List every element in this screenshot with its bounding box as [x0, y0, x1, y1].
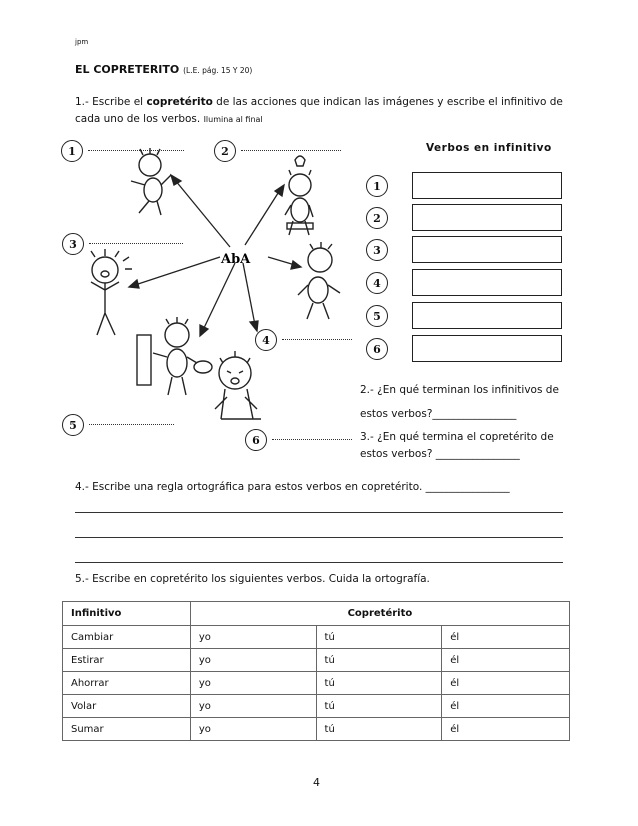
verb-answer-box-1[interactable]	[412, 172, 562, 199]
table-row	[63, 695, 570, 718]
exercise3-line2[interactable]: estos verbos? ________________	[360, 448, 520, 460]
arrow-to-5	[203, 263, 235, 330]
answer-line-2[interactable]	[241, 150, 341, 151]
kid-thinking-figure	[285, 156, 313, 235]
exercise2-line1: 2.- ¿En qué terminan los infinitivos de	[360, 384, 559, 396]
exercise3	[360, 429, 575, 463]
author-initials: jpm	[75, 38, 89, 46]
yo-cell[interactable]: yo	[190, 672, 316, 695]
exercise4-answer-line-2[interactable]	[75, 537, 563, 538]
image-number-6: 6	[245, 429, 267, 451]
verb-answer-box-5[interactable]	[412, 302, 562, 329]
verb-answer-box-4[interactable]	[412, 269, 562, 296]
infinitive-cell: Cambiar	[63, 626, 191, 649]
palette	[194, 361, 212, 373]
image-number-5: 5	[62, 414, 84, 436]
tu-cell[interactable]: tú	[316, 718, 442, 741]
verb-number-4: 4	[366, 272, 388, 294]
image-number-4: 4	[255, 329, 277, 351]
verb-answer-box-3[interactable]	[412, 236, 562, 263]
answer-line-4[interactable]	[282, 339, 352, 340]
exercise1-instructions	[75, 94, 575, 128]
title-main: EL COPRETERITO	[75, 63, 180, 76]
table-row	[63, 718, 570, 741]
verb-number-1: 1	[366, 175, 388, 197]
tu-cell[interactable]: tú	[316, 672, 442, 695]
arrowhead-5	[200, 325, 208, 336]
answer-line-5[interactable]	[89, 424, 174, 425]
actions-illustration	[55, 135, 360, 455]
exercise1-note: Ilumina al final	[203, 115, 263, 124]
tu-cell[interactable]: tú	[316, 626, 442, 649]
table-row	[63, 672, 570, 695]
el-cell[interactable]: él	[442, 649, 570, 672]
header-copreterite: Copretérito	[190, 602, 569, 626]
arrowhead-2	[275, 185, 284, 196]
exercise1-line2: cada uno de los verbos.	[75, 113, 201, 125]
arrow-to-6	[243, 263, 255, 325]
exercise2	[360, 378, 575, 426]
answer-line-1[interactable]	[88, 150, 184, 151]
image-number-1: 1	[61, 140, 83, 162]
verbs-heading: Verbos en infinitivo	[426, 142, 552, 154]
exercise1-prefix: 1.- Escribe el	[75, 96, 147, 108]
kid-jumping-figure	[131, 148, 171, 215]
exercise5-text: 5.- Escribe en copretérito los siguientes verbos. Cuida la ortografía.	[75, 573, 430, 585]
verb-number-6: 6	[366, 338, 388, 360]
kid-crying-figure	[215, 351, 261, 419]
yo-cell[interactable]: yo	[190, 718, 316, 741]
image-number-3: 3	[62, 233, 84, 255]
arrow-to-right	[268, 257, 295, 265]
exercise4-answer-line-1[interactable]	[75, 512, 563, 513]
yo-cell[interactable]: yo	[190, 649, 316, 672]
verb-answer-box-2[interactable]	[412, 204, 562, 231]
arrow-to-2	[245, 190, 280, 245]
easel	[137, 335, 151, 385]
infinitive-cell: Sumar	[63, 718, 191, 741]
infinitive-cell: Estirar	[63, 649, 191, 672]
infinitive-cell: Volar	[63, 695, 191, 718]
verb-answer-box-6[interactable]	[412, 335, 562, 362]
kid-shouting-figure	[91, 249, 132, 335]
arrowhead-right	[291, 261, 301, 269]
page-title	[75, 63, 252, 76]
exercise1-bold-word: copretérito	[146, 96, 213, 108]
yo-cell[interactable]: yo	[190, 626, 316, 649]
el-cell[interactable]: él	[442, 718, 570, 741]
exercise4-text: 4.- Escribe una regla ortográfica para estos verbos en copretérito. ________________	[75, 481, 510, 493]
el-cell[interactable]: él	[442, 695, 570, 718]
answer-line-3[interactable]	[89, 243, 183, 244]
infinitive-cell: Ahorrar	[63, 672, 191, 695]
arrowhead-1	[171, 175, 181, 185]
el-cell[interactable]: él	[442, 626, 570, 649]
table-row	[63, 649, 570, 672]
exercise3-line1: 3.- ¿En qué termina el copretérito de	[360, 431, 554, 443]
conjugation-table	[62, 601, 570, 741]
answer-line-6[interactable]	[272, 439, 352, 440]
table-row	[63, 626, 570, 649]
kid-stretching-figure	[298, 242, 340, 319]
tu-cell[interactable]: tú	[316, 649, 442, 672]
image-number-2: 2	[214, 140, 236, 162]
verb-number-2: 2	[366, 207, 388, 229]
header-infinitive: Infinitivo	[63, 602, 191, 626]
exercise2-line2[interactable]: estos verbos?________________	[360, 408, 517, 420]
exercise4-answer-line-3[interactable]	[75, 562, 563, 563]
arrowhead-3	[129, 280, 139, 288]
arrowhead-6	[250, 321, 258, 331]
arrow-to-1	[175, 180, 230, 247]
table-header-row	[63, 602, 570, 626]
arrow-to-3	[135, 257, 220, 285]
title-reference: (L.E. pág. 15 Y 20)	[183, 66, 253, 75]
exercise1-rest: de las acciones que indican las imágenes y escribe el infinitivo de	[212, 96, 563, 108]
center-label: AbA	[221, 252, 251, 267]
yo-cell[interactable]: yo	[190, 695, 316, 718]
tu-cell[interactable]: tú	[316, 695, 442, 718]
verb-number-5: 5	[366, 305, 388, 327]
el-cell[interactable]: él	[442, 672, 570, 695]
verb-number-3: 3	[366, 239, 388, 261]
page-number: 4	[313, 776, 320, 789]
